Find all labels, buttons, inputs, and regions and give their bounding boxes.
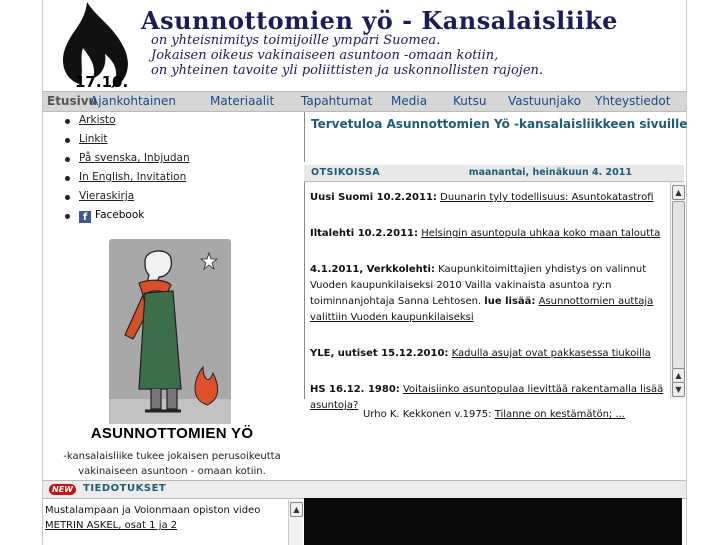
nav-item-etusivu[interactable]: Etusivu — [47, 94, 98, 108]
news-link[interactable]: Asunnottomien auttaja valittiin Vuoden kaupunkilaiseksi — [310, 296, 654, 323]
news-scrollbar[interactable] — [670, 182, 685, 399]
sidebar-link-linkit[interactable]: Linkit — [79, 133, 108, 145]
site-banner — [43, 0, 686, 91]
news-label: OTSIKOISSA — [311, 167, 381, 178]
scroll-up-icon[interactable]: ▲ — [290, 502, 303, 517]
nav-item-materiaalit[interactable]: Materiaalit — [210, 94, 275, 108]
news-date: maanantai, heinäkuun 4. 2011 — [468, 167, 632, 178]
news-link[interactable]: Kadulla asujat ovat pakkasessa tiukoilla — [451, 348, 651, 359]
nav-item-vastuunjako[interactable]: Vastuunjako — [508, 94, 581, 108]
facebook-icon[interactable]: f — [79, 211, 91, 223]
news-source: YLE, uutiset 15.12.2010: — [310, 348, 449, 359]
site-title: Asunnottomien yö - Kansalaisliike — [141, 6, 618, 35]
news-link[interactable]: Helsingin asuntopula uhkaa koko maan taloutta — [421, 228, 661, 239]
scroll-down-icon[interactable]: ▼ — [672, 382, 685, 397]
announcements-list — [45, 503, 285, 533]
scrollbar-thumb[interactable] — [672, 201, 685, 369]
list-item — [63, 190, 190, 209]
list-item — [63, 152, 190, 171]
video-player[interactable] — [304, 498, 682, 545]
news-source: Uusi Suomi 10.2.2011: — [310, 192, 437, 203]
news-more-label: lue lisää: — [484, 296, 536, 307]
welcome-heading: Tervetuloa Asunnottomien Yö -kansalaisliikkeen sivuille — [311, 117, 688, 131]
sidebar-links — [63, 114, 190, 228]
motto-line: on yhteisnimitys toimijoille ympäri Suomea. — [151, 33, 441, 48]
news-item — [310, 262, 668, 326]
sidebar-link-vieraskirja[interactable]: Vieraskirja — [79, 190, 135, 202]
news-text: Kaupunkitoimittajien yhdistys on valinnut Vuoden kaupunkilaiseksi 2010 Vailla vakinaista asuntoa ry:n toiminnanjohtaja Sanna Lehtosen. — [310, 264, 647, 307]
list-item — [63, 209, 190, 228]
new-badge-icon: NEW — [49, 484, 76, 495]
quote-link[interactable]: Tilanne on kestämätön; ... — [494, 409, 625, 420]
main-nav — [43, 91, 686, 112]
announcement-link[interactable]: METRIN ASKEL, osat 1 ja 2 — [45, 520, 178, 531]
news-link[interactable]: Voitaisiinko asuntopulaa lievittää rakentamalla lisää asuntoja? — [310, 384, 664, 411]
news-list — [310, 190, 668, 434]
news-scroll-box — [304, 182, 685, 411]
announcements-bar — [43, 480, 686, 499]
caption-line: -kansalaisliike tukee jokaisen perusoikeutta — [63, 451, 281, 462]
sidebar-link-facebook[interactable]: Facebook — [95, 209, 145, 221]
scroll-up-icon[interactable]: ▲ — [672, 185, 685, 200]
motto-line: on yhteinen tavoite yli poliittisten ja uskonnollisten rajojen. — [151, 63, 544, 78]
announcements-title: TIEDOTUKSET — [83, 483, 167, 494]
motto-line: Jokaisen oikeus vakinaiseen asuntoon -omaan kotiin, — [151, 48, 499, 63]
nav-item-tapahtumat[interactable]: Tapahtumat — [301, 94, 373, 108]
news-source: HS 16.12. 1980: — [310, 384, 400, 395]
logo-date: 17.10. — [75, 73, 129, 91]
sidebar-link-arkisto[interactable]: Arkisto — [79, 114, 116, 126]
news-header — [304, 165, 684, 182]
person-at-fire-illustration — [109, 239, 231, 424]
sidebar-link-svenska[interactable]: På svenska, Inbjudan — [79, 152, 190, 164]
illustration-caption — [43, 449, 301, 479]
news-item — [310, 226, 668, 242]
news-link[interactable]: Duunarin tyly todellisuus: Asuntokatastrofi — [440, 192, 654, 203]
news-item — [310, 346, 668, 362]
scroll-up-icon[interactable]: ▲ — [672, 368, 685, 383]
illustration-title: ASUNNOTTOMIEN YÖ — [90, 425, 254, 442]
nav-item-kutsu[interactable]: Kutsu — [453, 94, 487, 108]
announcements-scrollbar[interactable] — [288, 500, 303, 545]
nav-item-yhteystiedot[interactable]: Yhteystiedot — [595, 94, 671, 108]
kekkonen-quote — [304, 409, 684, 420]
list-item — [63, 171, 190, 190]
page — [42, 0, 687, 545]
news-source: Iltalehti 10.2.2011: — [310, 228, 418, 239]
sidebar-link-english[interactable]: In English, Invitation — [79, 171, 187, 183]
news-item — [310, 190, 668, 206]
list-item — [63, 133, 190, 152]
announcement-line: Mustalampaan ja Voionmaan opiston video — [45, 505, 261, 516]
welcome-box — [304, 112, 688, 162]
nav-item-ajankohtainen[interactable]: Ajankohtainen — [90, 94, 176, 108]
news-source: 4.1.2011, Verkkolehti: — [310, 264, 435, 275]
list-item — [63, 114, 190, 133]
quote-text: Urho K. Kekkonen v.1975: — [362, 409, 492, 420]
nav-item-media[interactable]: Media — [391, 94, 428, 108]
caption-line: vakinaiseen asuntoon - omaan kotiin. — [78, 466, 266, 477]
announcement-link-wrap — [45, 518, 285, 533]
